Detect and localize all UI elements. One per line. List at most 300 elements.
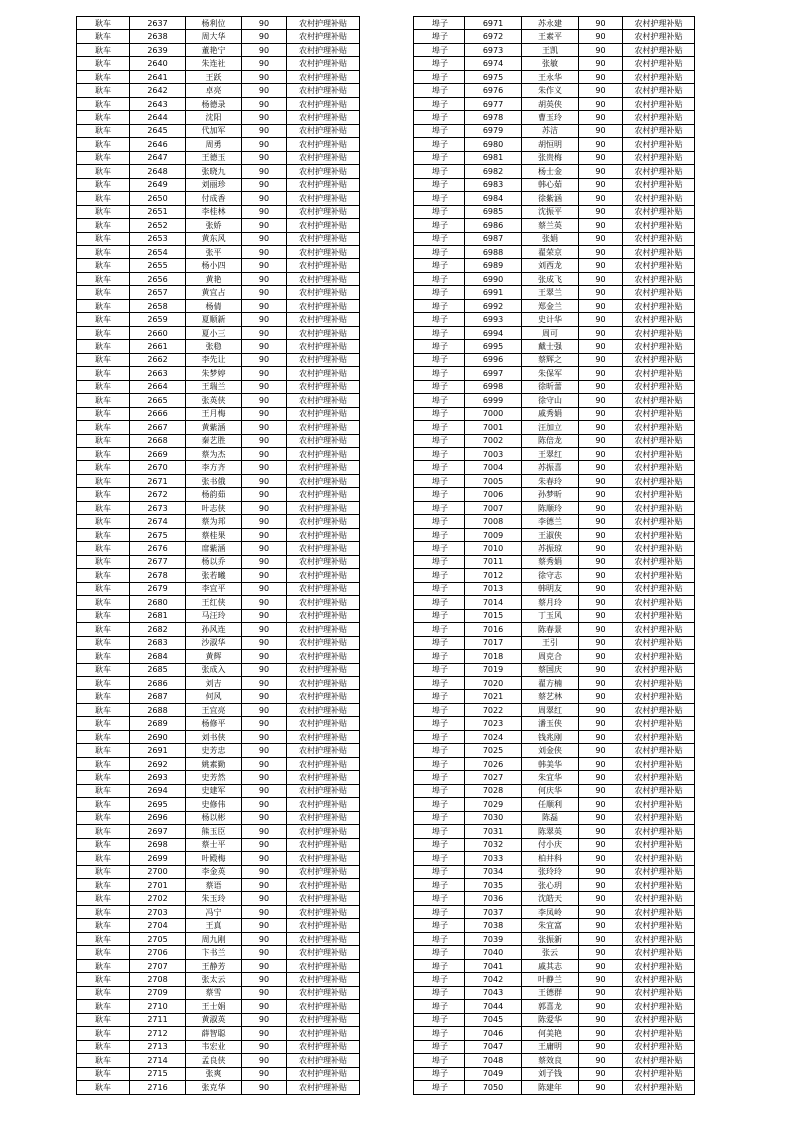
serial-cell: 7024 (465, 730, 522, 743)
town-cell: 耿车 (77, 380, 130, 393)
name-cell: 张书俄 (186, 474, 242, 487)
subsidy-type-cell: 农村护理补贴 (623, 245, 695, 258)
town-cell: 耿车 (77, 744, 130, 757)
amount-cell: 90 (579, 151, 623, 164)
amount-cell: 90 (242, 852, 287, 865)
subsidy-type-cell: 农村护理补贴 (623, 771, 695, 784)
town-cell: 耿车 (77, 528, 130, 541)
subsidy-type-cell: 农村护理补贴 (623, 905, 695, 918)
name-cell: 李宜平 (186, 582, 242, 595)
serial-cell: 2642 (130, 84, 186, 97)
table-row (414, 1081, 695, 1094)
town-cell: 耿车 (77, 865, 130, 878)
subsidy-type-cell: 农村护理补贴 (623, 57, 695, 70)
table-row (77, 609, 360, 622)
amount-cell: 90 (242, 30, 287, 43)
serial-cell: 2700 (130, 865, 186, 878)
amount-cell: 90 (579, 825, 623, 838)
town-cell: 耿车 (77, 703, 130, 716)
subsidy-type-cell: 农村护理补贴 (623, 353, 695, 366)
amount-cell: 90 (579, 596, 623, 609)
name-cell: 沙淑华 (186, 636, 242, 649)
name-cell: 杨利位 (186, 17, 242, 30)
serial-cell: 2677 (130, 555, 186, 568)
subsidy-type-cell: 农村护理补贴 (287, 353, 360, 366)
town-cell: 耿车 (77, 798, 130, 811)
name-cell: 孙风连 (186, 623, 242, 636)
subsidy-type-cell: 农村护理补贴 (623, 286, 695, 299)
subsidy-type-cell: 农村护理补贴 (287, 959, 360, 972)
table-row (414, 596, 695, 609)
serial-cell: 7035 (465, 879, 522, 892)
town-cell: 埠子 (414, 717, 465, 730)
subsidy-type-cell: 农村护理补贴 (623, 326, 695, 339)
amount-cell: 90 (579, 448, 623, 461)
amount-cell: 90 (242, 542, 287, 555)
subsidy-type-cell: 农村护理补贴 (287, 811, 360, 824)
amount-cell: 90 (242, 461, 287, 474)
right-roster-body (414, 17, 695, 1095)
serial-cell: 7033 (465, 852, 522, 865)
subsidy-type-cell: 农村护理补贴 (623, 299, 695, 312)
table-row (77, 650, 360, 663)
table-row (77, 151, 360, 164)
town-cell: 耿车 (77, 394, 130, 407)
amount-cell: 90 (242, 97, 287, 110)
amount-cell: 90 (579, 1027, 623, 1040)
table-row (414, 219, 695, 232)
amount-cell: 90 (242, 596, 287, 609)
serial-cell: 7010 (465, 542, 522, 555)
subsidy-type-cell: 农村护理补贴 (287, 596, 360, 609)
serial-cell: 7025 (465, 744, 522, 757)
amount-cell: 90 (579, 838, 623, 851)
serial-cell: 7038 (465, 919, 522, 932)
subsidy-type-cell: 农村护理补贴 (287, 165, 360, 178)
town-cell: 埠子 (414, 111, 465, 124)
serial-cell: 2637 (130, 17, 186, 30)
town-cell: 耿车 (77, 111, 130, 124)
name-cell: 任顺利 (522, 798, 579, 811)
serial-cell: 2710 (130, 1000, 186, 1013)
name-cell: 黄东风 (186, 232, 242, 245)
name-cell: 王瑞兰 (186, 380, 242, 393)
table-row (77, 757, 360, 770)
town-cell: 埠子 (414, 569, 465, 582)
amount-cell: 90 (579, 609, 623, 622)
name-cell: 孙梦昕 (522, 488, 579, 501)
table-row (414, 367, 695, 380)
name-cell: 苏振琼 (522, 542, 579, 555)
serial-cell: 2678 (130, 569, 186, 582)
town-cell: 耿车 (77, 286, 130, 299)
subsidy-type-cell: 农村护理补贴 (287, 717, 360, 730)
amount-cell: 90 (579, 394, 623, 407)
serial-cell: 6996 (465, 353, 522, 366)
name-cell: 黄紫涵 (186, 421, 242, 434)
serial-cell: 2712 (130, 1027, 186, 1040)
subsidy-type-cell: 农村护理补贴 (287, 124, 360, 137)
table-row (414, 501, 695, 514)
town-cell: 埠子 (414, 1067, 465, 1080)
serial-cell: 2643 (130, 97, 186, 110)
amount-cell: 90 (579, 973, 623, 986)
name-cell: 朱梦婷 (186, 367, 242, 380)
name-cell: 李桂林 (186, 205, 242, 218)
name-cell: 柏井科 (522, 852, 579, 865)
name-cell: 戚其志 (522, 959, 579, 972)
town-cell: 埠子 (414, 623, 465, 636)
name-cell: 王静芳 (186, 959, 242, 972)
subsidy-type-cell: 农村护理补贴 (287, 313, 360, 326)
serial-cell: 6986 (465, 219, 522, 232)
town-cell: 耿车 (77, 17, 130, 30)
name-cell: 蔡士平 (186, 838, 242, 851)
amount-cell: 90 (579, 57, 623, 70)
subsidy-type-cell: 农村护理补贴 (623, 919, 695, 932)
amount-cell: 90 (242, 421, 287, 434)
subsidy-type-cell: 农村护理补贴 (287, 663, 360, 676)
serial-cell: 2644 (130, 111, 186, 124)
table-row (414, 852, 695, 865)
subsidy-type-cell: 农村护理补贴 (287, 1000, 360, 1013)
name-cell: 张英侠 (186, 394, 242, 407)
amount-cell: 90 (579, 340, 623, 353)
subsidy-type-cell: 农村护理补贴 (623, 569, 695, 582)
table-row (77, 1027, 360, 1040)
name-cell: 刘西龙 (522, 259, 579, 272)
table-row (414, 555, 695, 568)
serial-cell: 2675 (130, 528, 186, 541)
table-row (414, 259, 695, 272)
table-row (77, 245, 360, 258)
name-cell: 冯宁 (186, 905, 242, 918)
subsidy-type-cell: 农村护理补贴 (287, 205, 360, 218)
amount-cell: 90 (579, 892, 623, 905)
town-cell: 埠子 (414, 340, 465, 353)
town-cell: 耿车 (77, 730, 130, 743)
subsidy-type-cell: 农村护理补贴 (623, 30, 695, 43)
subsidy-type-cell: 农村护理补贴 (287, 245, 360, 258)
serial-cell: 6993 (465, 313, 522, 326)
name-cell: 王宜亮 (186, 703, 242, 716)
name-cell: 熊玉臣 (186, 825, 242, 838)
serial-cell: 2680 (130, 596, 186, 609)
subsidy-type-cell: 农村护理补贴 (287, 703, 360, 716)
amount-cell: 90 (579, 138, 623, 151)
town-cell: 埠子 (414, 1000, 465, 1013)
town-cell: 耿车 (77, 299, 130, 312)
name-cell: 潘玉侠 (522, 717, 579, 730)
subsidy-type-cell: 农村护理补贴 (287, 57, 360, 70)
name-cell: 李先让 (186, 353, 242, 366)
town-cell: 耿车 (77, 1027, 130, 1040)
subsidy-type-cell: 农村护理补贴 (623, 892, 695, 905)
name-cell: 代加军 (186, 124, 242, 137)
town-cell: 埠子 (414, 219, 465, 232)
name-cell: 戴士强 (522, 340, 579, 353)
amount-cell: 90 (242, 609, 287, 622)
table-row (414, 448, 695, 461)
town-cell: 埠子 (414, 205, 465, 218)
table-row (414, 865, 695, 878)
table-row (77, 798, 360, 811)
table-row (414, 1040, 695, 1053)
amount-cell: 90 (242, 528, 287, 541)
serial-cell: 2711 (130, 1013, 186, 1026)
table-row (77, 703, 360, 716)
serial-cell: 2716 (130, 1081, 186, 1094)
town-cell: 埠子 (414, 744, 465, 757)
town-cell: 埠子 (414, 57, 465, 70)
serial-cell: 7022 (465, 703, 522, 716)
town-cell: 埠子 (414, 461, 465, 474)
table-row (414, 205, 695, 218)
town-cell: 埠子 (414, 326, 465, 339)
serial-cell: 2668 (130, 434, 186, 447)
serial-cell: 7012 (465, 569, 522, 582)
name-cell: 张振新 (522, 932, 579, 945)
table-row (77, 986, 360, 999)
amount-cell: 90 (242, 623, 287, 636)
serial-cell: 2683 (130, 636, 186, 649)
town-cell: 耿车 (77, 879, 130, 892)
name-cell: 黄宜占 (186, 286, 242, 299)
serial-cell: 7003 (465, 448, 522, 461)
serial-cell: 7049 (465, 1067, 522, 1080)
serial-cell: 7015 (465, 609, 522, 622)
town-cell: 埠子 (414, 1040, 465, 1053)
table-row (414, 730, 695, 743)
table-row (77, 97, 360, 110)
town-cell: 埠子 (414, 825, 465, 838)
subsidy-type-cell: 农村护理补贴 (623, 448, 695, 461)
town-cell: 耿车 (77, 434, 130, 447)
amount-cell: 90 (242, 919, 287, 932)
amount-cell: 90 (579, 623, 623, 636)
table-row (414, 905, 695, 918)
name-cell: 陈翠英 (522, 825, 579, 838)
table-row (77, 838, 360, 851)
serial-cell: 2666 (130, 407, 186, 420)
serial-cell: 2699 (130, 852, 186, 865)
name-cell: 刘书侠 (186, 730, 242, 743)
serial-cell: 2651 (130, 205, 186, 218)
name-cell: 韦宏业 (186, 1040, 242, 1053)
amount-cell: 90 (242, 57, 287, 70)
table-row (414, 57, 695, 70)
town-cell: 耿车 (77, 986, 130, 999)
name-cell: 韩明友 (522, 582, 579, 595)
name-cell: 黄辉 (186, 650, 242, 663)
town-cell: 耿车 (77, 838, 130, 851)
name-cell: 王淑侠 (522, 528, 579, 541)
amount-cell: 90 (242, 569, 287, 582)
amount-cell: 90 (579, 111, 623, 124)
town-cell: 耿车 (77, 717, 130, 730)
name-cell: 朱连社 (186, 57, 242, 70)
table-row (414, 245, 695, 258)
amount-cell: 90 (579, 569, 623, 582)
subsidy-type-cell: 农村护理补贴 (287, 528, 360, 541)
town-cell: 耿车 (77, 1054, 130, 1067)
serial-cell: 6983 (465, 178, 522, 191)
name-cell: 王永华 (522, 70, 579, 83)
amount-cell: 90 (579, 380, 623, 393)
subsidy-type-cell: 农村护理补贴 (623, 986, 695, 999)
name-cell: 周勇 (186, 138, 242, 151)
name-cell: 杨修平 (186, 717, 242, 730)
table-row (414, 488, 695, 501)
name-cell: 史计华 (522, 313, 579, 326)
serial-cell: 7036 (465, 892, 522, 905)
name-cell: 陈顺玲 (522, 501, 579, 514)
amount-cell: 90 (579, 676, 623, 689)
town-cell: 埠子 (414, 1027, 465, 1040)
town-cell: 埠子 (414, 932, 465, 945)
town-cell: 埠子 (414, 865, 465, 878)
amount-cell: 90 (579, 650, 623, 663)
table-row (77, 474, 360, 487)
amount-cell: 90 (579, 946, 623, 959)
amount-cell: 90 (579, 905, 623, 918)
amount-cell: 90 (579, 259, 623, 272)
amount-cell: 90 (579, 865, 623, 878)
amount-cell: 90 (242, 407, 287, 420)
table-row (77, 326, 360, 339)
town-cell: 耿车 (77, 1013, 130, 1026)
amount-cell: 90 (242, 1000, 287, 1013)
subsidy-type-cell: 农村护理补贴 (623, 946, 695, 959)
subsidy-type-cell: 农村护理补贴 (287, 986, 360, 999)
subsidy-type-cell: 农村护理补贴 (287, 111, 360, 124)
town-cell: 埠子 (414, 986, 465, 999)
serial-cell: 7039 (465, 932, 522, 945)
name-cell: 张爽 (186, 1067, 242, 1080)
serial-cell: 6990 (465, 272, 522, 285)
table-row (414, 178, 695, 191)
serial-cell: 2662 (130, 353, 186, 366)
serial-cell: 2713 (130, 1040, 186, 1053)
amount-cell: 90 (579, 30, 623, 43)
amount-cell: 90 (579, 1067, 623, 1080)
table-row (414, 353, 695, 366)
name-cell: 蔡效良 (522, 1054, 579, 1067)
name-cell: 李方齐 (186, 461, 242, 474)
name-cell: 张成入 (186, 663, 242, 676)
amount-cell: 90 (242, 43, 287, 56)
table-row (414, 151, 695, 164)
town-cell: 耿车 (77, 151, 130, 164)
table-row (414, 272, 695, 285)
serial-cell: 2704 (130, 919, 186, 932)
serial-cell: 2663 (130, 367, 186, 380)
amount-cell: 90 (242, 663, 287, 676)
amount-cell: 90 (242, 111, 287, 124)
subsidy-type-cell: 农村护理补贴 (287, 852, 360, 865)
table-row (77, 1013, 360, 1026)
table-row (77, 70, 360, 83)
amount-cell: 90 (242, 474, 287, 487)
name-cell: 蔡辉之 (522, 353, 579, 366)
amount-cell: 90 (579, 757, 623, 770)
subsidy-type-cell: 农村护理补贴 (287, 84, 360, 97)
subsidy-type-cell: 农村护理补贴 (287, 919, 360, 932)
town-cell: 埠子 (414, 771, 465, 784)
table-row (414, 421, 695, 434)
town-cell: 耿车 (77, 973, 130, 986)
town-cell: 埠子 (414, 959, 465, 972)
table-row (414, 1054, 695, 1067)
name-cell: 胡英侠 (522, 97, 579, 110)
serial-cell: 6976 (465, 84, 522, 97)
name-cell: 周九刚 (186, 932, 242, 945)
town-cell: 耿车 (77, 596, 130, 609)
amount-cell: 90 (579, 717, 623, 730)
town-cell: 埠子 (414, 636, 465, 649)
table-row (414, 124, 695, 137)
subsidy-type-cell: 农村护理补贴 (623, 623, 695, 636)
table-row (414, 892, 695, 905)
town-cell: 埠子 (414, 542, 465, 555)
serial-cell: 2702 (130, 892, 186, 905)
name-cell: 徐紫涵 (522, 192, 579, 205)
serial-cell: 2679 (130, 582, 186, 595)
amount-cell: 90 (242, 259, 287, 272)
table-row (414, 299, 695, 312)
name-cell: 朱春玲 (522, 474, 579, 487)
subsidy-type-cell: 农村护理补贴 (287, 623, 360, 636)
town-cell: 埠子 (414, 596, 465, 609)
amount-cell: 90 (242, 932, 287, 945)
town-cell: 埠子 (414, 138, 465, 151)
amount-cell: 90 (579, 70, 623, 83)
table-row (77, 219, 360, 232)
name-cell: 周克合 (522, 650, 579, 663)
table-row (77, 892, 360, 905)
amount-cell: 90 (242, 17, 287, 30)
amount-cell: 90 (242, 380, 287, 393)
subsidy-type-cell: 农村护理补贴 (623, 97, 695, 110)
amount-cell: 90 (242, 690, 287, 703)
subsidy-type-cell: 农村护理补贴 (623, 272, 695, 285)
serial-cell: 7042 (465, 973, 522, 986)
name-cell: 朱保军 (522, 367, 579, 380)
serial-cell: 2715 (130, 1067, 186, 1080)
subsidy-type-cell: 农村护理补贴 (287, 259, 360, 272)
subsidy-type-cell: 农村护理补贴 (287, 299, 360, 312)
serial-cell: 6979 (465, 124, 522, 137)
subsidy-type-cell: 农村护理补贴 (623, 676, 695, 689)
name-cell: 王翠兰 (522, 286, 579, 299)
amount-cell: 90 (579, 434, 623, 447)
table-row (414, 623, 695, 636)
subsidy-type-cell: 农村护理补贴 (623, 124, 695, 137)
table-row (414, 784, 695, 797)
table-row (77, 205, 360, 218)
subsidy-type-cell: 农村护理补贴 (287, 757, 360, 770)
town-cell: 埠子 (414, 663, 465, 676)
town-cell: 埠子 (414, 474, 465, 487)
serial-cell: 6980 (465, 138, 522, 151)
serial-cell: 2687 (130, 690, 186, 703)
town-cell: 耿车 (77, 623, 130, 636)
serial-cell: 6991 (465, 286, 522, 299)
town-cell: 耿车 (77, 219, 130, 232)
town-cell: 耿车 (77, 84, 130, 97)
subsidy-type-cell: 农村护理补贴 (287, 43, 360, 56)
name-cell: 杨以彬 (186, 811, 242, 824)
